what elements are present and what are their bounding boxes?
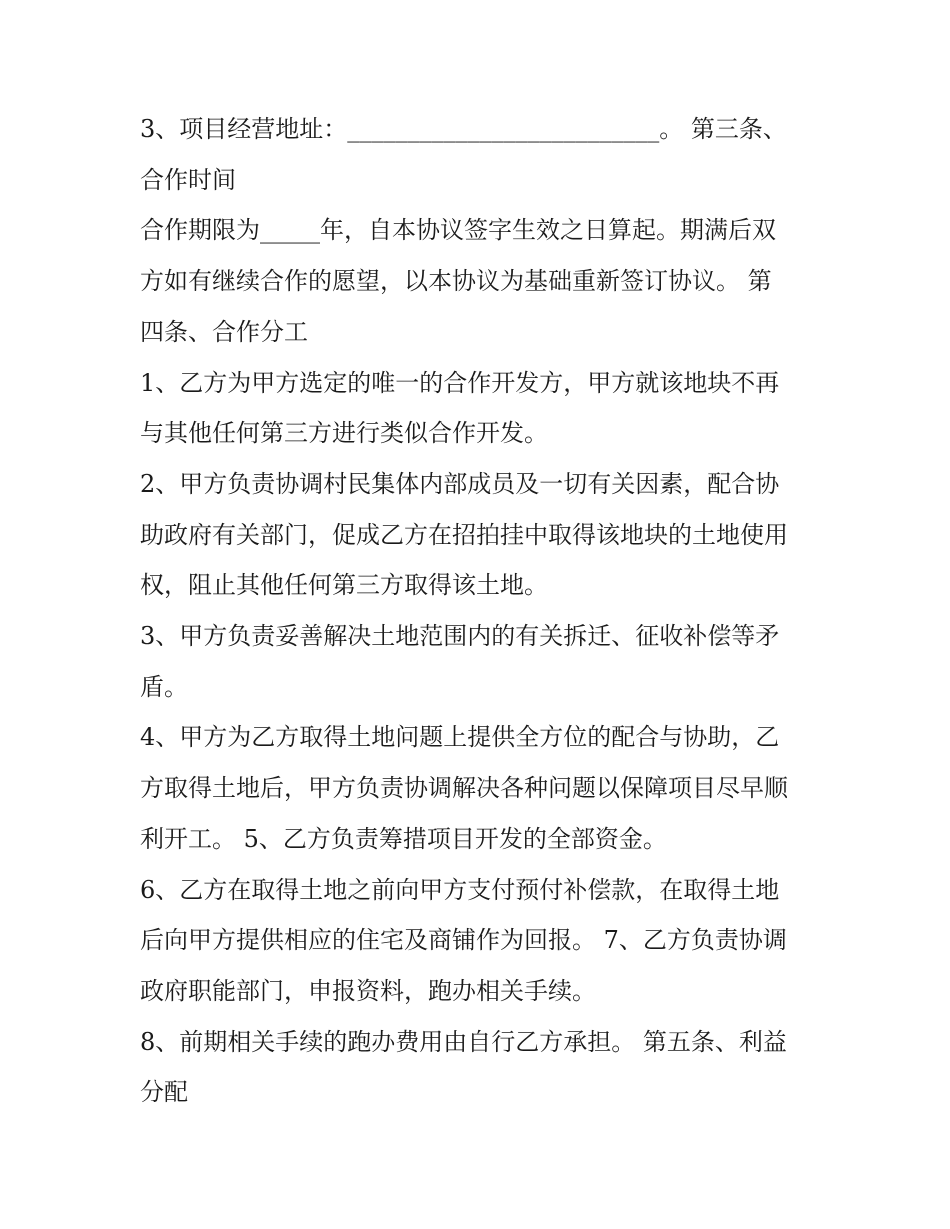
contract-text (140, 104, 820, 1118)
text-line: 利开工。 5、乙方负责筹措项目开发的全部资金。 (140, 824, 667, 853)
text-line: 合作期限为_____年，自本协议签字生效之日算起。期满后双 (140, 216, 776, 245)
text-line: 方如有继续合作的愿望，以本协议为基础重新签订协议。 第 (140, 267, 772, 296)
text-line: 2、甲方负责协调村民集体内部成员及一切有关因素，配合协 (140, 469, 780, 498)
text-line: 6、乙方在取得土地之前向甲方支付预付补偿款，在取得土地 (140, 875, 780, 904)
text-line: 四条、合作分工 (140, 317, 308, 346)
text-line: 3、项目经营地址：__________________________。 第三条、 (140, 115, 787, 143)
text-line: 助政府有关部门，促成乙方在招拍挂中取得该地块的土地使用 (140, 520, 788, 549)
text-line: 3、甲方负责妥善解决土地范围内的有关拆迁、征收补偿等矛 (140, 622, 780, 651)
text-line: 4、甲方为乙方取得土地问题上提供全方位的配合与协助，乙 (140, 723, 780, 752)
text-line: 盾。 (140, 672, 188, 701)
text-line: 方取得土地后，甲方负责协调解决各种问题以保障项目尽早顺 (140, 774, 788, 803)
text-line: 1、乙方为甲方选定的唯一的合作开发方，甲方就该地块不再 (140, 368, 780, 397)
text-line: 后向甲方提供相应的住宅及商铺作为回报。 7、乙方负责协调 (140, 926, 787, 955)
text-line: 8、前期相关手续的跑办费用由自行乙方承担。 第五条、利益 (140, 1027, 787, 1056)
text-line: 与其他任何第三方进行类似合作开发。 (140, 419, 548, 448)
text-line: 分配 (140, 1078, 188, 1107)
text-line: 合作时间 (140, 165, 236, 194)
text-line: 政府职能部门，申报资料，跑办相关手续。 (140, 976, 596, 1005)
text-line: 权，阻止其他任何第三方取得该土地。 (140, 571, 548, 600)
